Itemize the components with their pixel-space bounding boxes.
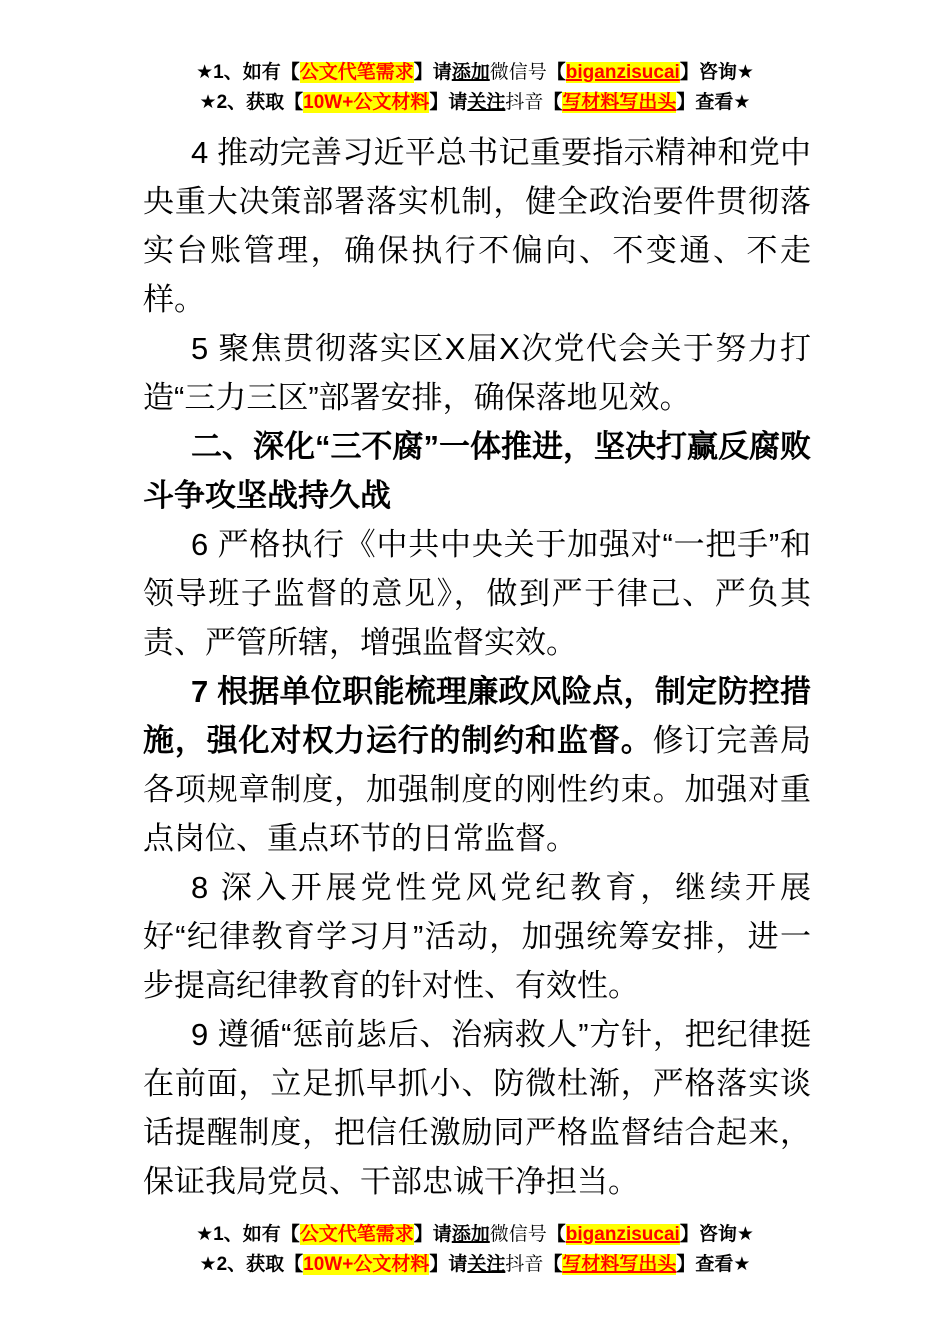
promo-banner-bottom [0,1220,950,1280]
paragraph-item-7 [143,667,811,863]
promo-wechat-label: 微信号 [489,62,547,83]
highlight-wechat-id: biganzisucai [565,1224,680,1245]
highlight-ghostwriting-need: 公文代笔需求 [299,1224,414,1245]
paragraph-item-5: 5 聚焦贯彻落实区X届X次党代会关于努力打造“三力三区”部署安排，确保落地见效。 [143,331,811,415]
promo-douyin-label: 抖音 [505,92,544,113]
promo-suffix: 】咨询★ [679,1224,754,1245]
highlight-douyin-id: 写材料写出头 [562,92,677,113]
highlight-materials: 10W+公文材料 [303,1254,430,1275]
promo-line-1 [0,1220,950,1250]
promo-prefix: ★2、获取【 [199,1254,304,1275]
promo-suffix: 】查看★ [676,92,751,113]
promo-bracket: 【 [543,1254,563,1275]
promo-bracket: 【 [543,92,563,113]
highlight-wechat-id: biganzisucai [565,62,680,83]
paragraph-7-normal-text: 修订完善局各项规章制度，加强制度的刚性约束。加强对重点岗位、重点环节的日常监督。 [143,723,812,856]
promo-suffix: 】查看★ [676,1254,751,1275]
promo-wechat-label: 微信号 [489,1224,547,1245]
promo-bracket: 【 [546,62,566,83]
promo-underlined-follow: 关注 [467,1254,506,1275]
promo-suffix: 】咨询★ [679,62,754,83]
promo-banner-top [0,58,950,118]
paragraph-item-4: 4 推动完善习近平总书记重要指示精神和党中央重大决策部署落实机制，健全政治要件贯彻落实台账管理，确保执行不偏向、不变通、不走样。 [143,135,811,317]
promo-prefix: ★2、获取【 [199,92,304,113]
promo-prefix: ★1、如有【 [196,1224,300,1245]
promo-underlined-follow: 关注 [467,92,506,113]
highlight-materials: 10W+公文材料 [303,92,430,113]
promo-douyin-label: 抖音 [505,1254,544,1275]
promo-underlined-add: 添加 [451,62,490,83]
promo-mid: 】请 [429,92,468,113]
paragraph-7-bold-lead: 7 根据单位职能梳理廉政风险点，制定防控措施，强化对权力运行的制约和监督。 [143,674,811,758]
highlight-ghostwriting-need: 公文代笔需求 [299,62,414,83]
paragraph-item-9: 9 遵循“惩前毖后、治病救人”方针，把纪律挺在前面，立足抓早抓小、防微杜渐，严格落实谈话提醒制度，把信任激励同严格监督结合起来，保证我局党员、干部忠诚干净担当。 [143,1017,811,1199]
highlight-douyin-id: 写材料写出头 [562,1254,677,1275]
paragraph-item-6: 6 严格执行《中共中央关于加强对“一把手”和领导班子监督的意见》，做到严于律己、严负其责、严管所辖，增强监督实效。 [143,527,811,660]
promo-mid: 】请 [413,1224,452,1245]
promo-mid: 】请 [429,1254,468,1275]
promo-line-1 [0,58,950,88]
section-heading-2: 二、深化“三不腐”一体推进，坚决打赢反腐败斗争攻坚战持久战 [143,429,811,513]
promo-line-2 [0,1250,950,1280]
paragraph-item-8: 8 深入开展党性党风党纪教育，继续开展好“纪律教育学习月”活动，加强统筹安排，进一步提高纪律教育的针对性、有效性。 [143,870,811,1003]
promo-underlined-add: 添加 [451,1224,490,1245]
promo-bracket: 【 [546,1224,566,1245]
document-body [143,128,811,1206]
promo-line-2 [0,88,950,118]
promo-mid: 】请 [413,62,452,83]
promo-prefix: ★1、如有【 [196,62,300,83]
